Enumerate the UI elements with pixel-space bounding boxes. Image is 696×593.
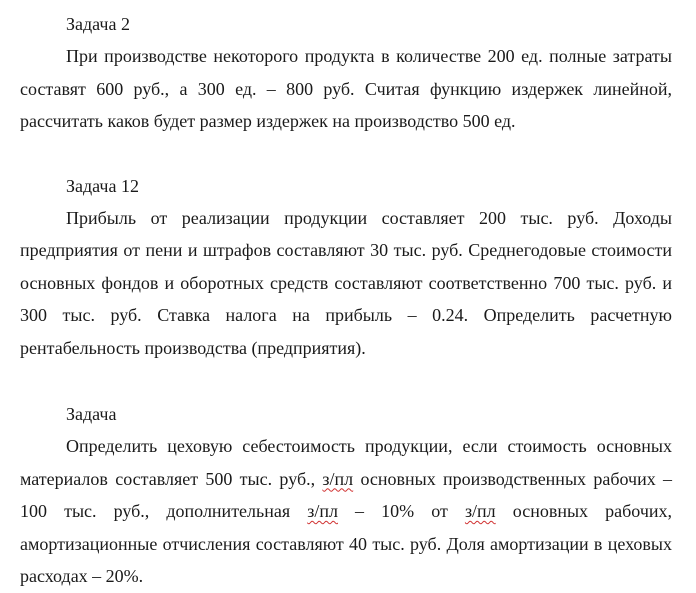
text-fragment: основных производственных рабочих – 100 тыс. руб., дополнительная: [20, 468, 673, 521]
task-2: [20, 8, 672, 138]
paragraph-spacer: [20, 138, 672, 170]
spellcheck-flagged-word: з/пл: [322, 468, 354, 489]
text-fragment: – 10% от: [337, 501, 465, 521]
spellcheck-flagged-word: з/пл: [307, 501, 338, 521]
task-text: [20, 430, 672, 593]
task-title: Задача 2: [66, 14, 130, 34]
task-3: [20, 398, 672, 593]
document-content: [20, 8, 672, 593]
task-title: Задача: [66, 404, 117, 424]
spellcheck-flagged-word: з/пл: [464, 501, 496, 521]
text-fragment: Определить цеховую себестоимость продукции, если стоимость основных материалов составляет 500 тыс. руб.,: [20, 436, 672, 489]
paragraph-spacer: [20, 364, 672, 398]
task-title: Задача 12: [66, 175, 139, 196]
task-12: [20, 170, 672, 365]
text-fragment: основных рабочих, амортизационные отчисления составляют 40 тыс. руб. Доля амортизации в цеховых расходах – 20%.: [20, 501, 673, 586]
task-text: Прибыль от реализации продукции составляет 200 тыс. руб. Доходы предприятия от пени и штрафов составляют 30 тыс. руб. Среднегодовые стоимости основных фондов и оборотных средств составляют соответственно 700 тыс. руб. и 300 тыс. руб. Ставка налога на прибыль – 0.24. Определить расчетную рентабельность производства (предприятия).: [20, 207, 672, 358]
task-text: При производстве некоторого продукта в количестве 200 ед. полные затраты составят 600 руб., а 300 ед. – 800 руб. Считая функцию издержек линейной, рассчитать каков будет размер издержек на производство 500 ед.: [20, 46, 672, 131]
